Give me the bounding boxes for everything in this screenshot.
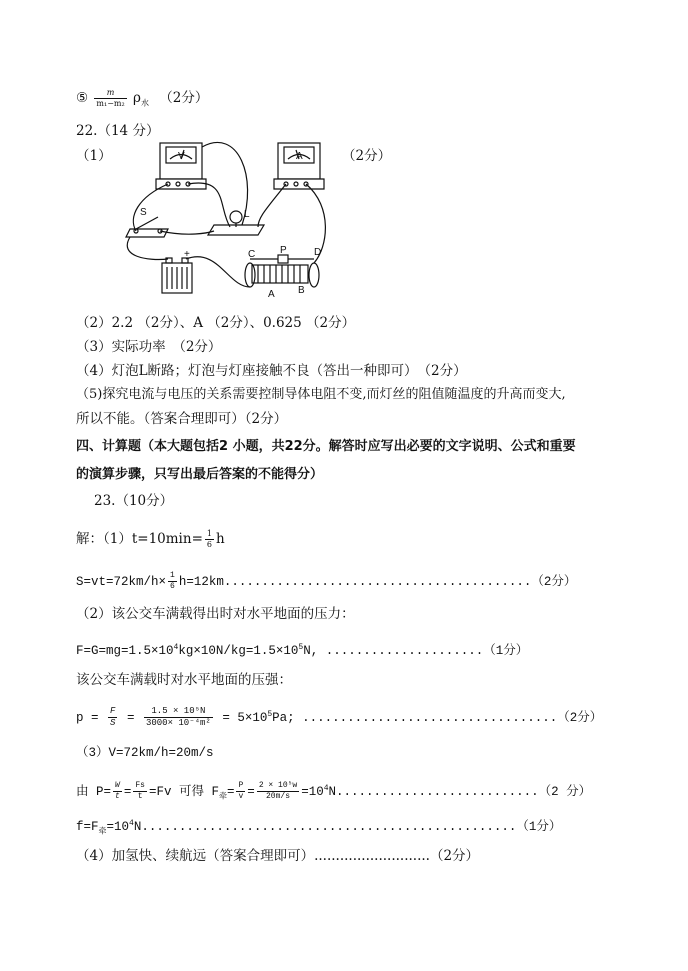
section4-heading-line2: 的演算步骤，只写出最后答案的不能得分） xyxy=(76,467,324,482)
q22-part3: （3）实际功率 （2分） xyxy=(76,339,222,355)
q23-line7: （3）V=72km/h=20m/s xyxy=(76,746,214,760)
wire xyxy=(127,237,168,259)
q21-score: （2分） xyxy=(159,90,209,106)
voltmeter-icon xyxy=(156,143,206,189)
terminal-c-label: C xyxy=(248,249,256,260)
terminal-p-label: P xyxy=(280,245,287,256)
q21-item5: ⑤ $\frac{m}{\text{m₁−m₂}}$ $\rho_水$ （2分） xyxy=(76,88,209,108)
q22-part4: （4）灯泡L断路；灯泡与灯座接触不良（答出一种即可） （2分） xyxy=(76,363,467,379)
switch-label: S xyxy=(140,207,147,218)
q22-part5-line1: （5)探究电流与电压的关系需要控制导体电阻不变,而灯丝的阻值随温度的升高而变大, xyxy=(76,387,566,402)
q23-line5: 该公交车满载时对水平地面的压强： xyxy=(76,672,292,688)
terminal-d-label: D xyxy=(314,247,322,258)
q23-line9: $f=F_牵=10^4N..................................................(1$分） xyxy=(76,819,562,837)
q23-line6: p = $\frac{F}{S}$ = $\frac{\text{1.5 × 10⁵N}}{\text{3000× 10⁻⁴m²}}$ = $5\times 10^5Pa$; ..................................（2分） xyxy=(76,706,603,729)
section4-heading-line1: 四、计算题（本大题包括2 小题，共22分。解答时应写出必要的文字说明、公式和重要 xyxy=(76,439,576,454)
q23-line1: 解：（1）t=10min= $\frac{1}{6}$ h xyxy=(76,529,225,549)
rheostat-icon xyxy=(245,255,319,287)
lamp-label: L xyxy=(244,209,250,220)
ammeter-icon xyxy=(274,143,324,189)
wire xyxy=(258,184,286,227)
lamp-icon xyxy=(208,211,264,235)
rho-symbol: ρ xyxy=(133,90,141,106)
q23-line4: $F=G=mg=1.5\times 10^4kg\times 10N/kg=1.5\times 10^5N$, .....................（1分） xyxy=(76,643,529,659)
q22-part1-label: （1） xyxy=(76,148,112,164)
q22-part2: （2）2.2 （2分）、A （2分）、0.625 （2分） xyxy=(76,315,356,331)
q23-line3: （2）该公交车满载得出时对水平地面的压力： xyxy=(76,606,355,622)
q23-line10: （4）加氢快、续航远（答案合理即可）...........................（2分） xyxy=(76,848,480,864)
circled-marker: ⑤ xyxy=(76,90,89,106)
voltmeter-label: V xyxy=(178,151,185,162)
wire xyxy=(133,184,168,231)
wire xyxy=(186,257,250,287)
wire xyxy=(160,231,214,234)
q23-line2: S=vt=72km/h× $\frac{1}{6}$ h=12km.........................................（2分） xyxy=(76,571,577,591)
circuit-diagram xyxy=(118,137,358,301)
q22-part5-line2: 所以不能。（答案合理即可）（2分） xyxy=(76,411,288,427)
q23-line8: 由 P= $\frac{W}{t}$ = $\frac{Fs}{t}$ =Fv 可得 $F_牵=$ $\frac{P}{v}$ = $\frac{\text{2 × 10⁵w}}{20m/s}$ $=10^4N...........................(2$ 分） xyxy=(76,781,592,802)
q22-part1-score: （2分） xyxy=(342,148,392,164)
q23-title: 23.（10分） xyxy=(94,493,174,509)
terminal-b-label: B xyxy=(298,285,305,296)
ammeter-label: A xyxy=(296,151,303,162)
battery-icon xyxy=(162,258,192,293)
q22-title: 22.（14 分） xyxy=(76,123,160,139)
mass-fraction: $\frac{m}{\text{m₁−m₂}}$ xyxy=(96,88,125,108)
switch-icon xyxy=(126,217,168,237)
terminal-a-label: A xyxy=(268,289,275,300)
plus-label: + xyxy=(184,249,190,260)
